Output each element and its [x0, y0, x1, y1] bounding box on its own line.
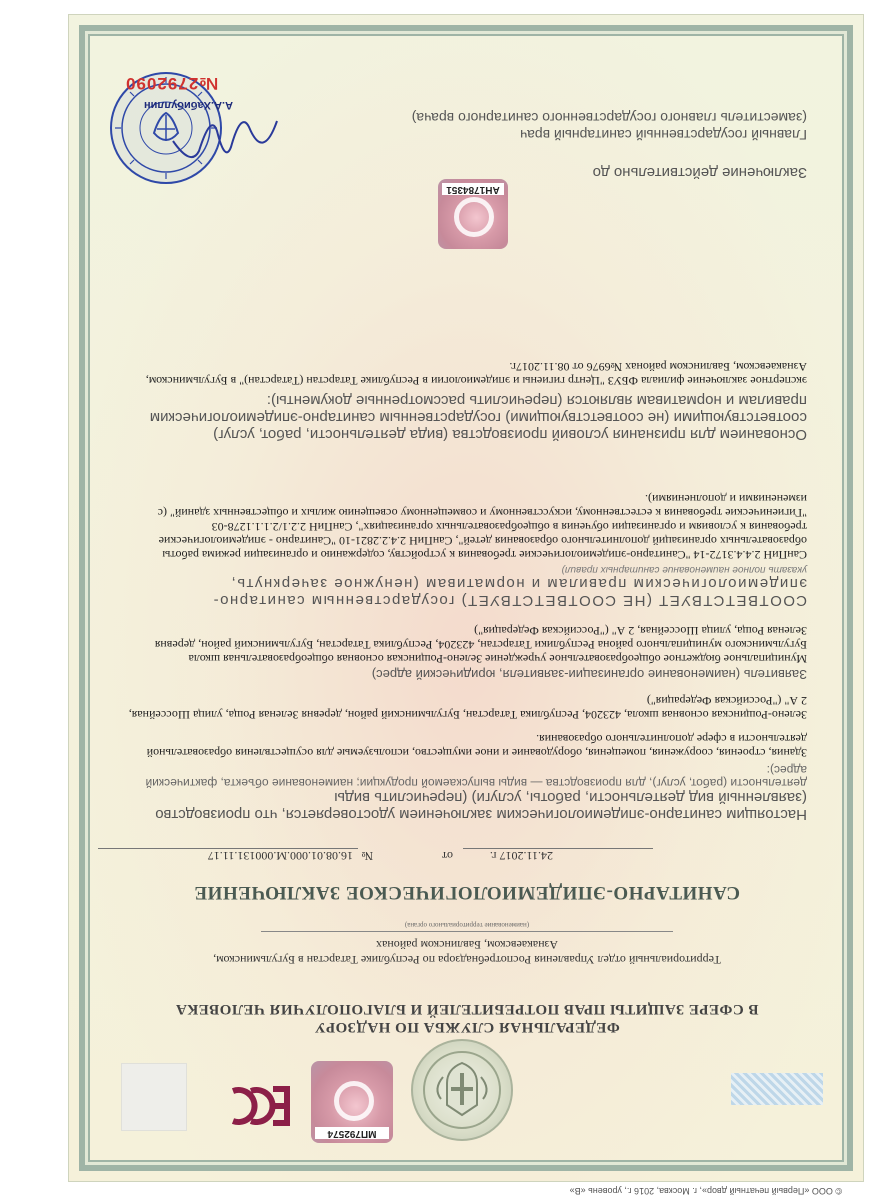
territorial-body [121, 937, 813, 967]
agency-line-2: В СФЕРЕ ЗАЩИТЫ ПРАВ ПОТРЕБИТЕЛЕЙ И БЛАГОПОЛУЧИЯ ЧЕЛОВЕКА [175, 1001, 759, 1017]
territorial-line-2: Азнакаевском, Бавлинском районах [376, 938, 558, 952]
hologram-id: МП792574 [315, 1127, 389, 1139]
certificate-content-rotated [91, 37, 843, 1161]
signer-name: А.А.Хабибуллин [143, 99, 233, 111]
printer-imprint: © ООО «Первый печатный двор», г. Москва, 2016 г., уровень «В» [569, 1186, 842, 1196]
basis-documents: экспертное заключение филиала ФБУЗ "Центр гигиены и эпидемиологии в Республике Татарстан (Татарстан)" в Бугульминском, Азнакаевском, Бавлинском районах №6976 от 08.11.2017г. [145, 360, 807, 388]
certificate-sheet [68, 14, 864, 1182]
intro-address: Зелено-Рощинская основная школа, 423204, Республика Татарстан, Бугульминский район, деревня Зеленая Роща, улица Шоссейная, 2 А" ("Российская Федерация") [128, 694, 807, 722]
applicant-section [127, 624, 807, 683]
hologram-ring-icon [334, 1081, 374, 1121]
agency-line-1: ФЕДЕРАЛЬНАЯ СЛУЖБА ПО НАДЗОРУ [314, 1019, 620, 1035]
certificate-date: 24.11.2017 г. [489, 849, 553, 863]
territorial-line-1: Территориальный отдел Управления Роспотребнадзора по Республике Татарстан в Бугульминском, [213, 953, 721, 967]
hologram-id: АН1784351 [442, 183, 504, 195]
certificate-number: 16.08.01.000.М.000131.11.17 [207, 849, 353, 863]
document-title: САНИТАРНО-ЭПИДЕМИОЛОГИЧЕСКОЕ ЗАКЛЮЧЕНИЕ [193, 882, 741, 903]
serial-number: №2792090 [125, 74, 219, 93]
conformity-line-2: эпидемиологическим правилам и нормативам (ненужное зачеркнуть, [230, 575, 807, 592]
emblem-icon [411, 1039, 513, 1141]
conformity-norms: СанПиН 2.4.4.3172-14 "Санитарно-эпидемиологические требования к устройству, содержанию и организации режима работы образовательных организаций дополнительного образования детей", СанПиН 2.4.2.2821-10 "Санитарно - эпидемиологические требования к условиям и организации обучения в общеобразовательных организациях", СанПиН 2.2.1/2.1.1.1278-03 "Гигиенические требования к естественному, искусственному и совмещенному освещению жилых и общественных зданий" (с изменениями и дополнениями). [157, 492, 807, 562]
valid-until-label: Заключение действительно до [592, 164, 807, 181]
eac-mark-icon [225, 1083, 295, 1129]
signer-subtitle: (заместитель главного государственного санитарного врача) [411, 110, 807, 126]
intro-hint: деятельности (работ, услуг), для производства — виды выпускаемой продукции; наименование объекта, фактический адрес): [145, 763, 807, 790]
certificate-number-row [131, 845, 803, 863]
intro-object: Здания, строения, сооружения, помещения, оборудование и иное имущество, используемые для осуществления образовательной деятельности в сфере дополнительного образования. [146, 732, 807, 760]
date-line [463, 848, 653, 849]
conformity-line-1: СООТВЕТСТВУЕТ (НЕ СООТВЕТСТВУЕТ) государственным санитарно- [212, 592, 807, 609]
blank-area [121, 1063, 187, 1131]
applicant-label: Заявитель (наименование организации-заявителя, юридический адрес) [371, 667, 807, 682]
hologram-sticker-bottom [438, 179, 508, 249]
applicant-details: Муниципальное бюджетное общеобразовательное учреждение Зелено-Рощинская основная общеобразовательная школа Бугульминского муниципального района Республики Татарстан, 423204, Республика Татарстан, Бугульминский район, деревня Зеленая Роща, улица Шоссейная, 2 А" ("Российская Федерация") [154, 624, 807, 666]
basis-section [127, 360, 807, 443]
agency-name [121, 1000, 813, 1036]
hologram-sticker-top [311, 1061, 393, 1143]
conformity-hint: указать полное наименование санитарных правил) [561, 564, 807, 575]
security-patch [731, 1073, 823, 1105]
handwritten-signature-icon [163, 101, 283, 171]
from-label: от [441, 849, 453, 863]
number-sign: № [361, 849, 373, 863]
intro-lead: Настоящим санитарно-эпидемиологическим заключением удостоверяется, что производство (заявленный вид деятельности, работы, услуги) (перечислить виды [155, 789, 807, 823]
hologram-ring-icon [454, 197, 494, 237]
conformity-section [127, 492, 807, 609]
basis-lead: Основанием для признания условий производства (вида деятельности, работ, услуг) соответствующими (не соответствующими) государственным санитарно-эпидемиологическим правилам и нормативам являются (перечислить рассмотренные документы): [149, 392, 807, 443]
divider [261, 931, 673, 932]
intro-section [127, 694, 807, 823]
territorial-caption: (наименование территориального органа) [404, 921, 530, 929]
signer-title: Главный государственный санитарный врач [520, 127, 807, 143]
number-line [98, 848, 358, 849]
